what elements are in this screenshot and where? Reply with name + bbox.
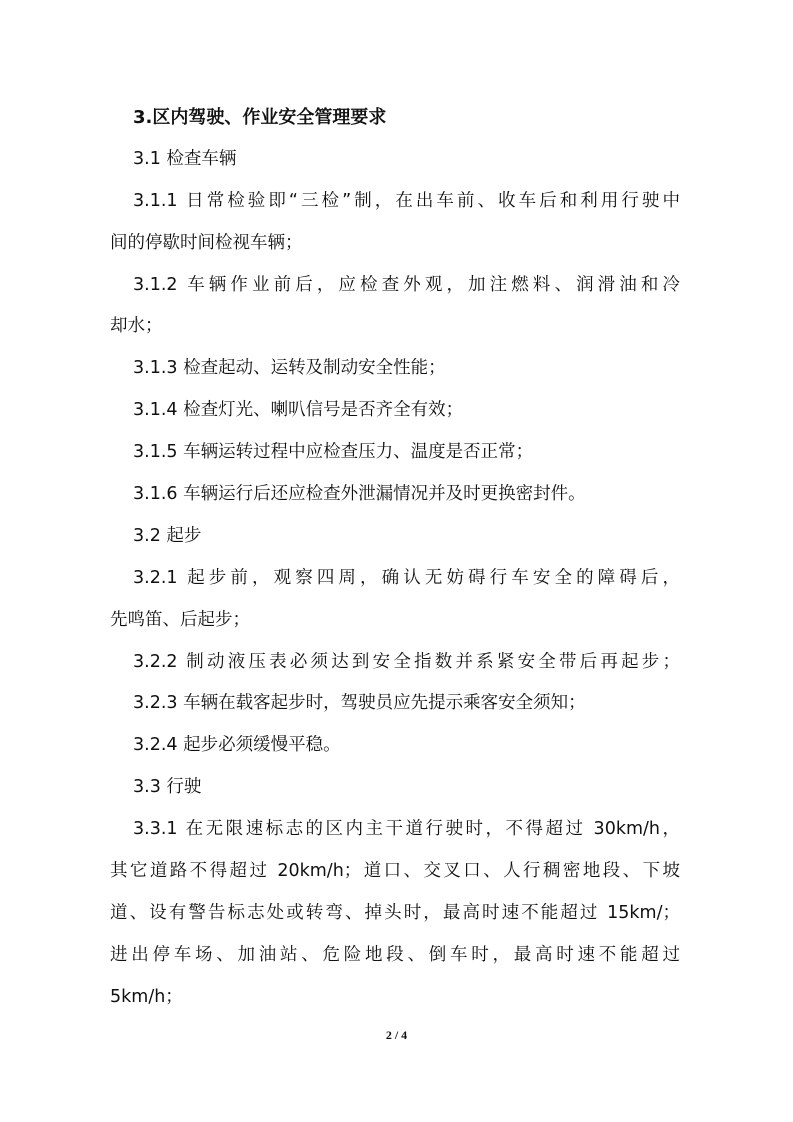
paragraph-line: 3.2.2 制动液压表必须达到安全指数并系紧安全带后再起步； (133, 651, 680, 672)
section-heading: 3.区内驾驶、作业安全管理要求 (133, 107, 387, 128)
paragraph-line: 3.2.4 起步必须缓慢平稳。 (133, 735, 341, 756)
paragraph-line: 3.1.1 日常检验即“三检”制，在出车前、收车后和利用行驶中 (133, 190, 680, 211)
paragraph-line: 道、设有警告标志处或转弯、掉头时，最高时速不能超过 15km/； (110, 902, 680, 923)
subsection-heading: 3.3 行驶 (133, 777, 202, 798)
paragraph-line: 5km/h； (110, 986, 183, 1007)
paragraph-line: 却水； (110, 316, 163, 337)
paragraph-line: 3.1.3 检查起动、运转及制动安全性能； (133, 358, 446, 379)
paragraph-line: 进出停车场、加油站、危险地段、倒车时，最高时速不能超过 (110, 944, 680, 965)
subsection-heading: 3.1 检查车辆 (133, 148, 237, 169)
subsection-heading: 3.2 起步 (133, 525, 202, 546)
paragraph-line: 3.2.1 起步前，观察四周，确认无妨碍行车安全的障碍后， (133, 567, 680, 588)
paragraph-line: 3.3.1 在无限速标志的区内主干道行驶时，不得超过 30km/h， (133, 819, 680, 840)
paragraph-line: 间的停歇时间检视车辆； (110, 232, 303, 253)
document-body (110, 97, 680, 1019)
paragraph-line: 3.1.2 车辆作业前后，应检查外观，加注燃料、润滑油和冷 (133, 274, 680, 295)
page-number: 2 / 4 (385, 1028, 408, 1042)
paragraph-line: 3.1.5 车辆运转过程中应检查压力、温度是否正常； (133, 442, 534, 463)
paragraph-line: 3.1.6 车辆运行后还应检查外泄漏情况并及时更换密封件。 (133, 484, 586, 505)
paragraph-line: 3.1.4 检查灯光、喇叭信号是否齐全有效； (133, 400, 464, 421)
paragraph-line: 3.2.3 车辆在载客起步时，驾驶员应先提示乘客安全须知； (133, 693, 586, 714)
paragraph-line: 其它道路不得超过 20km/h；道口、交叉口、人行稠密地段、下坡 (110, 861, 680, 882)
paragraph-line: 先鸣笛、后起步； (110, 609, 250, 630)
